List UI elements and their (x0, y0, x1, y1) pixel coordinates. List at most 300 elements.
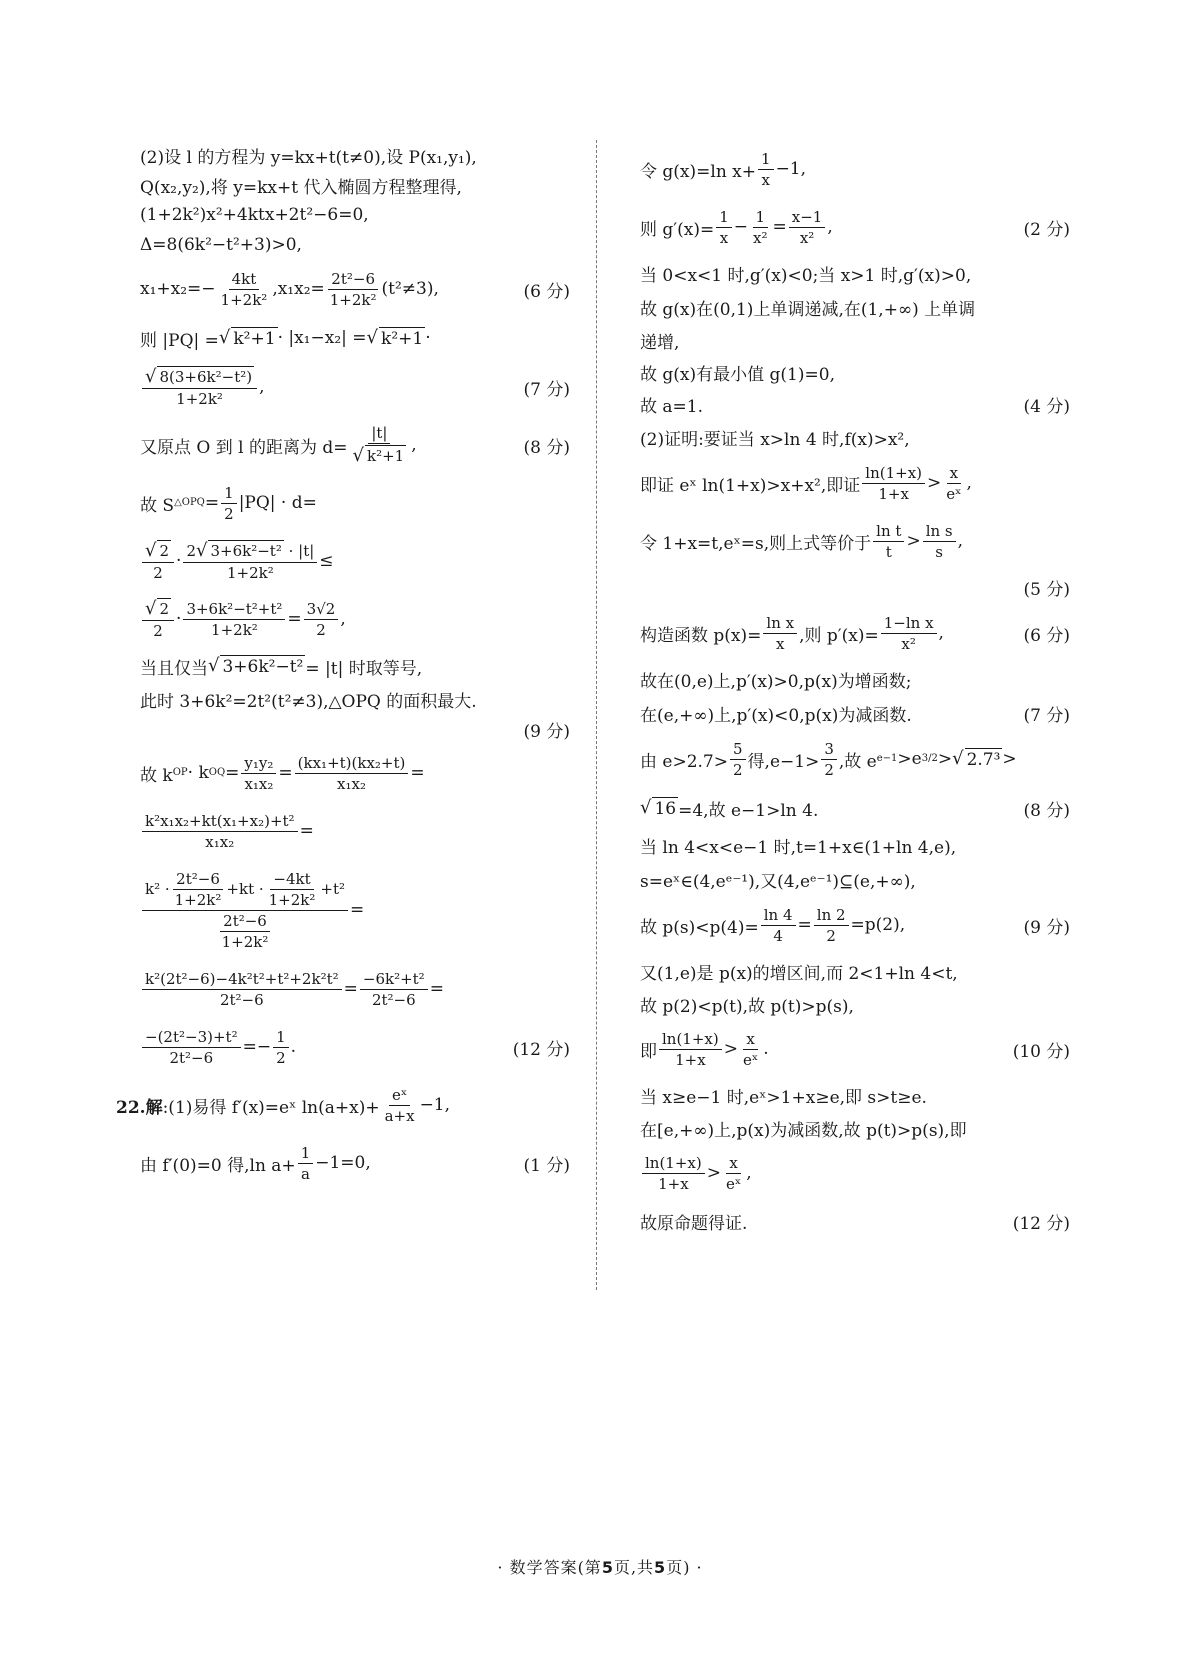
fraction (789, 208, 826, 247)
fraction (763, 614, 797, 653)
denominator: a+x (384, 1106, 415, 1125)
solution-text: 故在(0,e)上,p′(x)>0,p(x)为增函数; (640, 671, 912, 692)
radicand: 2 (159, 542, 170, 560)
score-mark: (12 分) (512, 1039, 570, 1060)
solution-line (140, 230, 570, 260)
fraction (183, 600, 285, 639)
solution-text: (t²≠3), (381, 279, 439, 299)
radical-sign: √ (218, 327, 231, 348)
radical-sign: √ (145, 598, 157, 619)
square-root (145, 598, 171, 619)
solution-text: 又(1,e)是 p(x)的增区间,而 2<1+ln 4<t, (640, 963, 958, 984)
square-root (219, 327, 278, 349)
solution-line (640, 988, 1070, 1020)
solution-text: 构造函数 p(x)= (640, 625, 762, 646)
solution-text: (1+2k²)x²+4ktx+2t²−6=0, (140, 205, 369, 225)
fraction (273, 1028, 289, 1067)
solution-text: . (763, 1039, 769, 1059)
denominator: 2 (153, 622, 163, 640)
solution-text: 当且仅当 (140, 658, 208, 679)
numerator: y₁y₂ (241, 754, 276, 774)
numerator: −4kt (270, 870, 313, 890)
denominator: 1+2k² (211, 620, 258, 639)
numerator: 1 (221, 484, 237, 504)
denominator: 2 (824, 760, 834, 779)
fraction (219, 912, 272, 951)
denominator: 1+x (658, 1174, 689, 1193)
solution-text: Δ=8(6k²−t²+3)>0, (140, 235, 302, 255)
solution-text: 在[e,+∞)上,p(x)为减函数,故 p(t)>p(s),即 (640, 1120, 967, 1141)
square-root (367, 327, 426, 349)
numerator: ln(1+x) (642, 1154, 705, 1174)
score-mark: (12 分) (1012, 1213, 1070, 1234)
solution-text: :(1)易得 f′(x)=eˣ ln(a+x)+ (162, 1097, 380, 1118)
solution-line (140, 1018, 570, 1076)
solution-line (140, 684, 570, 714)
radicand: 2.7³ (966, 750, 1001, 770)
square-root (196, 540, 284, 561)
square-root (145, 366, 254, 387)
denominator: 2 (224, 504, 234, 523)
left-column (116, 140, 570, 1192)
numerator: 3√2 (304, 600, 339, 620)
solution-text: 当 ln 4<x<e−1 时,t=1+x∈(1+ln 4,e), (640, 837, 957, 858)
numerator: 2t²−6 (328, 270, 378, 290)
denominator: 2t²−6 (219, 990, 264, 1009)
numerator: x (947, 464, 961, 484)
solution-line (140, 318, 570, 358)
footer-text: · 数学答案(第 (497, 1558, 602, 1577)
score-mark: (5 分) (1023, 579, 1070, 600)
numerator (142, 366, 257, 389)
radicand: 2 (159, 600, 170, 618)
fraction (923, 522, 956, 561)
numerator: k²x₁x₂+kt(x₁+x₂)+t² (142, 812, 298, 832)
solution-text: , (957, 531, 964, 551)
solution-text: 故 p(2)<p(t),故 p(t)>p(s), (640, 996, 854, 1017)
radicand: 8(3+6k²−t²) (159, 368, 253, 386)
numerator: ln t (873, 522, 904, 542)
solution-text: = (343, 979, 358, 999)
radicand: k²+1 (367, 447, 405, 465)
fraction (943, 464, 964, 503)
solution-text: , (411, 435, 417, 455)
radical-sign: √ (640, 797, 652, 818)
numerator: x−1 (789, 208, 826, 228)
solution-text: 故 g(x)有最小值 g(1)=0, (640, 364, 835, 385)
numerator: 4kt (229, 270, 260, 290)
solution-text: = (429, 979, 444, 999)
solution-text: 则 |PQ| = (140, 330, 219, 351)
denominator: 2 (316, 620, 326, 639)
solution-line (140, 590, 570, 648)
solution-line: 由 e>2.7> $\frac{5}{2}$ 得,e−1> $\frac{3}{2}$ ,故 e e−1 >e 3/2 > √ 2.7³ > (640, 739, 1017, 779)
denominator: eˣ (742, 1050, 759, 1069)
score-mark: (8 分) (523, 437, 570, 458)
solution-line (140, 140, 570, 170)
denominator: 1+2k² (176, 390, 223, 408)
radical-sign: √ (195, 540, 208, 561)
solution-text: > (706, 1163, 721, 1183)
solution-text: 得,e−1> (747, 751, 820, 772)
solution-text: · |x₁−x₂| = (277, 328, 367, 348)
solution-text: 则 g′(x)= (640, 219, 715, 240)
fraction (295, 754, 409, 793)
fraction (142, 366, 257, 408)
fraction (142, 598, 174, 640)
solution-text: , (340, 609, 346, 629)
fraction (172, 870, 225, 909)
fraction (266, 870, 319, 909)
solution-text: =− (242, 1037, 272, 1057)
solution-text: = (410, 763, 425, 783)
solution-text: 故 g(x)在(0,1)上单调递减,在(1,+∞) 上单调 (640, 299, 976, 320)
denominator: a (300, 1164, 310, 1183)
denominator: eˣ (946, 484, 962, 503)
radicand: 16 (654, 799, 677, 819)
denominator: x² (799, 228, 815, 247)
score-mark: (10 分) (1012, 1041, 1070, 1062)
solution-text: = |t| 时取等号, (305, 658, 423, 679)
square-root (640, 797, 678, 819)
solution-text: > (723, 1039, 738, 1059)
solution-line (640, 324, 1070, 356)
solution-line (640, 140, 1070, 198)
solution-text: 递增, (640, 332, 680, 353)
solution-text: −1=0, (315, 1153, 371, 1173)
solution-line (140, 1134, 570, 1192)
numerator: 1 (716, 208, 732, 228)
solution-line (640, 454, 1070, 512)
fraction (814, 906, 849, 945)
solution-line (640, 290, 1070, 324)
solution-text: s=eˣ∈(4,eᵉ⁻¹),又(4,eᵉ⁻¹)⊆(e,+∞), (640, 871, 916, 892)
denominator: 1+x (878, 484, 909, 503)
solution-line (640, 862, 1070, 896)
numerator: 2t²−6 (173, 870, 223, 890)
solution-text: |PQ| · d= (238, 493, 317, 513)
solution-text: = (225, 763, 240, 783)
solution-line (140, 170, 570, 200)
solution-text: ,x₁x₂= (272, 279, 325, 299)
numerator: ln 2 (814, 906, 849, 926)
solution-text: 又原点 O 到 l 的距离为 d= (140, 437, 348, 458)
footer-text: 页,共 (613, 1558, 655, 1577)
numerator: 5 (730, 740, 746, 760)
fraction (304, 600, 339, 639)
fraction (750, 208, 770, 247)
score-mark: (2 分) (1023, 219, 1070, 240)
solution-line (140, 802, 570, 860)
denominator: 1+x (675, 1050, 706, 1069)
solution-line (140, 416, 570, 474)
radical-sign: √ (952, 748, 964, 769)
solution-line (640, 604, 1070, 662)
fraction (327, 270, 380, 309)
solution-text: − (733, 217, 749, 237)
solution-text: (2)设 l 的方程为 y=kx+t(t≠0),设 P(x₁,y₁), (140, 147, 477, 168)
denominator: x₁x₂ (244, 774, 274, 793)
denominator: x (776, 634, 785, 653)
solution-line (640, 198, 1070, 256)
page-footer (0, 1555, 1200, 1578)
solution-text: 当 0<x<1 时,g′(x)<0;当 x>1 时,g′(x)>0, (640, 265, 972, 286)
numerator: ln x (763, 614, 797, 634)
numerator: ln 4 (761, 906, 796, 926)
numerator: 1−ln x (881, 614, 937, 634)
fraction (183, 540, 317, 582)
square-root (952, 748, 1002, 770)
denominator: x² (753, 228, 768, 247)
solution-line (640, 954, 1070, 988)
solution-text: =4,故 e−1>ln 4. (678, 800, 819, 821)
solution-text: 令 g(x)=ln x+ (640, 161, 757, 182)
radical-sign: √ (366, 327, 379, 348)
solution-line (640, 388, 1070, 420)
denominator: 2 (733, 760, 743, 779)
solution-text: > (937, 749, 953, 769)
fraction (221, 484, 237, 523)
solution-text: · (425, 328, 431, 348)
solution-text: 故原命题得证. (640, 1213, 748, 1234)
solution-line (640, 1078, 1070, 1112)
solution-text: · |t| (283, 542, 315, 560)
solution-text: . (290, 1037, 297, 1057)
solution-text: −1, (775, 159, 807, 179)
denominator: x (719, 228, 729, 247)
numerator: ln(1+x) (862, 464, 925, 484)
fraction (723, 1154, 744, 1193)
solution-line (140, 200, 570, 230)
fraction (873, 522, 904, 561)
fraction (716, 208, 732, 247)
solution-text: · (176, 551, 182, 571)
solution-text: +kt · (226, 880, 264, 898)
solution-line (640, 788, 1070, 828)
solution-text: +t² (320, 880, 346, 898)
radical-sign: √ (145, 540, 157, 561)
solution-text: , (827, 217, 833, 237)
numerator: −6k²+t² (360, 970, 428, 990)
solution-line (640, 662, 1070, 696)
numerator: 1 (758, 150, 774, 170)
solution-line (116, 1076, 570, 1134)
fraction (730, 740, 746, 779)
radical-sign: √ (145, 366, 157, 387)
score-mark: (1 分) (523, 1155, 570, 1176)
solution-line (640, 896, 1070, 954)
solution-text: 即证 eˣ ln(1+x)>x+x²,即证 (640, 475, 861, 496)
solution-text: 此时 3+6k²=2t²(t²≠3),△OPQ 的面积最大. (140, 691, 477, 712)
solution-text: 故 p(s)<p(4)= (640, 917, 759, 938)
solution-line (140, 648, 570, 684)
solution-line (640, 1020, 1070, 1078)
solution-text: 当 x≥e−1 时,eˣ>1+x≥e,即 s>t≥e. (640, 1087, 927, 1108)
fraction (821, 740, 837, 779)
denominator: t (885, 542, 892, 561)
radicand: k²+1 (233, 329, 276, 349)
solution-text: ≤ (319, 551, 334, 571)
solution-line (640, 696, 1070, 730)
numerator: ln(1+x) (659, 1030, 722, 1050)
solution-text: 故 k (140, 765, 173, 786)
solution-text: >e (897, 749, 922, 769)
solution-text: = (278, 763, 293, 783)
solution-text: = (204, 493, 220, 513)
solution-text: > (1002, 749, 1017, 769)
denominator: 1+2k² (329, 290, 377, 309)
denominator: 2t²−6 (371, 990, 416, 1009)
solution-text: · k (187, 763, 209, 783)
solution-line (640, 356, 1070, 388)
score-mark: (7 分) (1023, 705, 1070, 726)
solution-text: , (966, 473, 972, 493)
solution-text: , (259, 377, 265, 397)
fraction (659, 1030, 722, 1069)
score-mark: (9 分) (523, 721, 570, 742)
solution-text: = (299, 821, 314, 841)
score-mark: (7 分) (523, 379, 570, 400)
solution-text: = (772, 217, 787, 237)
fraction (360, 970, 428, 1009)
denominator: 2 (276, 1048, 286, 1067)
solution-line: 故 k OP · k OQ = $\frac{\text{y₁y₂}}{\text{x₁x₂}}$ = $\frac{\text{(kx₁+t)(kx₂+t)}}{\text{x₁x₂}}$ = (140, 753, 425, 793)
solution-text: −1, (419, 1095, 451, 1115)
numerator (142, 870, 348, 911)
fraction (642, 1154, 705, 1193)
denominator: 4 (773, 926, 783, 945)
numerator: ln s (923, 522, 956, 542)
fraction (218, 270, 271, 309)
solution-line (140, 260, 570, 318)
numerator: 1 (273, 1028, 289, 1048)
fraction (881, 614, 937, 653)
solution-text: k² · (145, 880, 170, 898)
numerator (183, 540, 317, 563)
square-root (208, 655, 305, 677)
solution-text: > (927, 473, 942, 493)
denominator (214, 911, 277, 951)
solution-line (140, 714, 570, 744)
solution-text: , (938, 623, 944, 643)
solution-text: 即 (640, 1041, 657, 1062)
footer-text: 页) · (666, 1558, 703, 1577)
solution-text: =p(2), (850, 915, 906, 935)
score-mark: (6 分) (1023, 625, 1070, 646)
numerator: k²(2t²−6)−4k²t²+t²+2k²t² (142, 970, 342, 990)
solution-line (140, 860, 570, 960)
radicand: 3+6k²−t² (210, 542, 282, 560)
denominator: 1+2k² (268, 890, 316, 909)
solution-text: = (797, 915, 812, 935)
score-mark: (8 分) (1023, 800, 1070, 821)
fraction (142, 870, 348, 951)
solution-text: = (350, 900, 365, 920)
denominator: x² (901, 634, 916, 653)
column-divider (596, 140, 597, 1290)
fraction (740, 1030, 761, 1069)
page-total: 5 (654, 1558, 667, 1577)
solution-text: ,则 p′(x)= (799, 625, 879, 646)
numerator: 1 (753, 208, 769, 228)
denominator: 1+2k² (221, 932, 269, 951)
numerator: x (743, 1030, 757, 1050)
solution-line (640, 570, 1070, 604)
score-mark: (6 分) (523, 281, 570, 302)
solution-line (640, 256, 1070, 290)
solution-text: 令 1+x=t,eˣ=s,则上式等价于 (640, 533, 872, 554)
fraction (298, 1144, 314, 1183)
fraction (862, 464, 925, 503)
radicand: 3+6k²−t² (222, 657, 304, 677)
denominator (350, 444, 410, 466)
numerator: 1 (298, 1144, 314, 1164)
solution-text: 故 a=1. (640, 396, 704, 417)
solution-line (640, 1144, 1070, 1202)
solution-text: x₁+x₂=− (140, 279, 216, 299)
solution-text: ,故 e (838, 751, 877, 772)
solution-text: (2)证明:要证当 x>ln 4 时,f(x)>x², (640, 429, 910, 450)
score-mark: (4 分) (1023, 396, 1070, 417)
right-column (640, 140, 1070, 1240)
solution-text: = (287, 609, 302, 629)
denominator: x₁x₂ (337, 774, 366, 793)
fraction (241, 754, 276, 793)
denominator: 1+2k² (226, 564, 274, 582)
numerator: eˣ (389, 1086, 410, 1106)
solution-text: 由 f′(0)=0 得,ln a+ (140, 1155, 296, 1176)
denominator: 1+2k² (220, 290, 268, 309)
square-root (145, 540, 171, 561)
fraction (142, 970, 342, 1009)
numerator: 2t²−6 (220, 912, 270, 932)
solution-text: 故 S (140, 495, 175, 516)
solution-text: · (176, 609, 182, 629)
fraction (382, 1086, 418, 1125)
numerator: 3 (821, 740, 837, 760)
numerator: −(2t²−3)+t² (142, 1028, 241, 1048)
solution-line (640, 512, 1070, 570)
score-mark: (9 分) (1023, 917, 1070, 938)
denominator: 2 (153, 564, 163, 582)
denominator: eˣ (725, 1174, 742, 1193)
denominator: 2t²−6 (169, 1048, 214, 1067)
denominator: x₁x₂ (205, 832, 235, 851)
solution-text: > (906, 531, 921, 551)
fraction (761, 906, 796, 945)
solution-line (140, 960, 570, 1018)
denominator: s (935, 542, 943, 561)
fraction (350, 424, 410, 466)
page-number: 5 (601, 1558, 614, 1577)
fraction (142, 1028, 241, 1067)
question-number: 22.解 (116, 1097, 163, 1118)
solution-text: 在(e,+∞)上,p′(x)<0,p(x)为减函数. (640, 705, 912, 726)
solution-line (640, 1112, 1070, 1144)
numerator: (kx₁+t)(kx₂+t) (295, 754, 409, 774)
radical-sign: √ (208, 655, 220, 676)
numerator: 3+6k²−t²+t² (183, 600, 285, 620)
solution-line (640, 1202, 1070, 1240)
solution-line: 故 S △OPQ = $\frac{1}{2}$ |PQ| · d= (140, 483, 317, 523)
fraction (142, 540, 174, 582)
radical-sign: √ (352, 445, 365, 466)
denominator: x (761, 170, 771, 189)
fraction (758, 150, 774, 189)
denominator: 2 (826, 926, 836, 945)
solution-line (640, 828, 1070, 862)
radicand: k²+1 (381, 329, 424, 349)
